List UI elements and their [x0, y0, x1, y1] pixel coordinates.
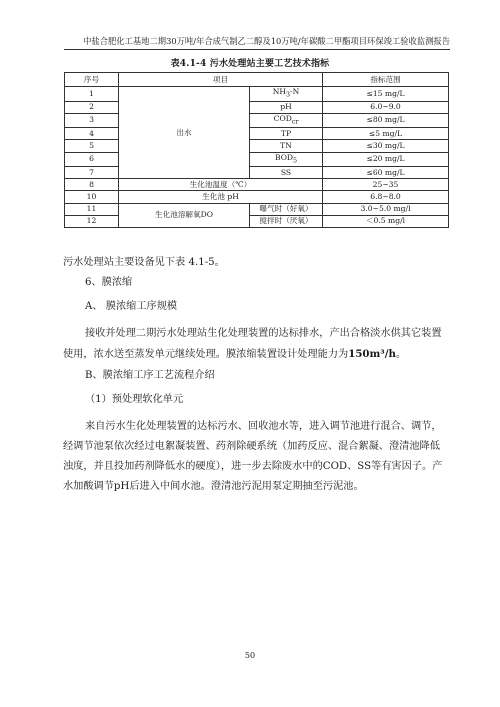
row-range: ≤5 mg/L — [323, 128, 449, 140]
row-no: 3 — [65, 113, 119, 128]
header-rule — [64, 49, 450, 50]
group-do-label: 生化池溶解氧DO — [119, 203, 250, 227]
row-item: $BOD_5$ — [250, 152, 323, 167]
table-row — [65, 179, 449, 191]
row-item: 生化池 pH — [119, 191, 323, 203]
paragraph-scale: 接收并处理二期污水处理站生化处理装置的达标排水，产出合格淡水供其它装置使用，浓水送至蒸发单元继续处理。膜浓缩装置设计处理能力为150m³/h。 — [63, 328, 442, 360]
row-range: ≤30 mg/L — [323, 140, 449, 152]
process-index-table — [64, 72, 449, 228]
header-no: 序号 — [65, 73, 119, 87]
row-item: $COD_{cr}$ — [250, 113, 323, 128]
table-row — [65, 191, 449, 203]
row-no: 7 — [65, 167, 119, 179]
row-no: 2 — [65, 101, 119, 113]
row-item: SS — [250, 167, 323, 179]
header-item: 项目 — [119, 73, 323, 87]
table-row — [65, 203, 449, 215]
row-item: TN — [250, 140, 323, 152]
row-item: 生化池温度（℃） — [119, 179, 323, 191]
row-sub-item: 搅拌时（厌氧） — [250, 215, 323, 227]
table-caption: 表4.1-4 污水处理站主要工艺技术指标 — [170, 59, 330, 69]
paragraph-pretreatment: 来自污水生化处理装置的达标污水、回收池水等，进入调节池进行混合、调节，经调节池泵依次经过电絮凝装置、药剂除硬系统（加药反应、混合絮凝、澄清池降低浊度，并且投加药剂降低水的硬度），进一步去除废水中的COD、SS等有害因子。产水加酸调节pH后进入中间水池。澄清池污泥用泵定期抽至污泥池。 — [63, 421, 443, 492]
section-heading: 6、膜浓缩 — [85, 277, 133, 288]
row-range: ≤15 mg/L — [323, 87, 449, 102]
paragraph-equipment-ref: 污水处理站主要设备见下表 4.1-5。 — [63, 257, 225, 268]
subsection-heading: （1）预处理软化单元 — [85, 394, 184, 405]
row-sub-item: 曝气时（好氧） — [250, 203, 323, 215]
row-item: $NH_3-N$ — [250, 87, 323, 102]
row-item: pH — [250, 101, 323, 113]
row-range: 3.0~5.0 mg/l — [323, 203, 449, 215]
row-range: ＜0.5 mg/l — [323, 215, 449, 227]
table-header-row — [65, 73, 449, 87]
table-row — [65, 87, 449, 102]
row-no: 11 — [65, 203, 119, 215]
row-range: 25~35 — [323, 179, 449, 191]
row-no: 8 — [65, 179, 119, 191]
row-range: 6.0~9.0 — [323, 101, 449, 113]
running-header: 中盐合肥化工基地二期30万吨/年合成气制乙二醇及10万吨/年碳酸二甲酯项目环保竣工验收监测报告 — [83, 36, 450, 46]
row-item: TP — [250, 128, 323, 140]
row-no: 1 — [65, 87, 119, 102]
subsection-heading: A、 膜浓缩工序规模 — [85, 301, 178, 312]
row-no: 4 — [65, 128, 119, 140]
subsection-heading: B、膜浓缩工序工艺流程介绍 — [85, 370, 215, 381]
row-range: ≤60 mg/L — [323, 167, 449, 179]
row-range: ≤80 mg/L — [323, 113, 449, 128]
group-outlet-label: 出水 — [119, 87, 250, 179]
row-range: ≤20 mg/L — [323, 152, 449, 167]
row-range: 6.8~8.0 — [323, 191, 449, 203]
page-number: 50 — [244, 651, 256, 660]
row-no: 10 — [65, 191, 119, 203]
header-range: 指标范围 — [323, 73, 449, 87]
row-no: 12 — [65, 215, 119, 227]
row-no: 5 — [65, 140, 119, 152]
row-no: 6 — [65, 152, 119, 167]
